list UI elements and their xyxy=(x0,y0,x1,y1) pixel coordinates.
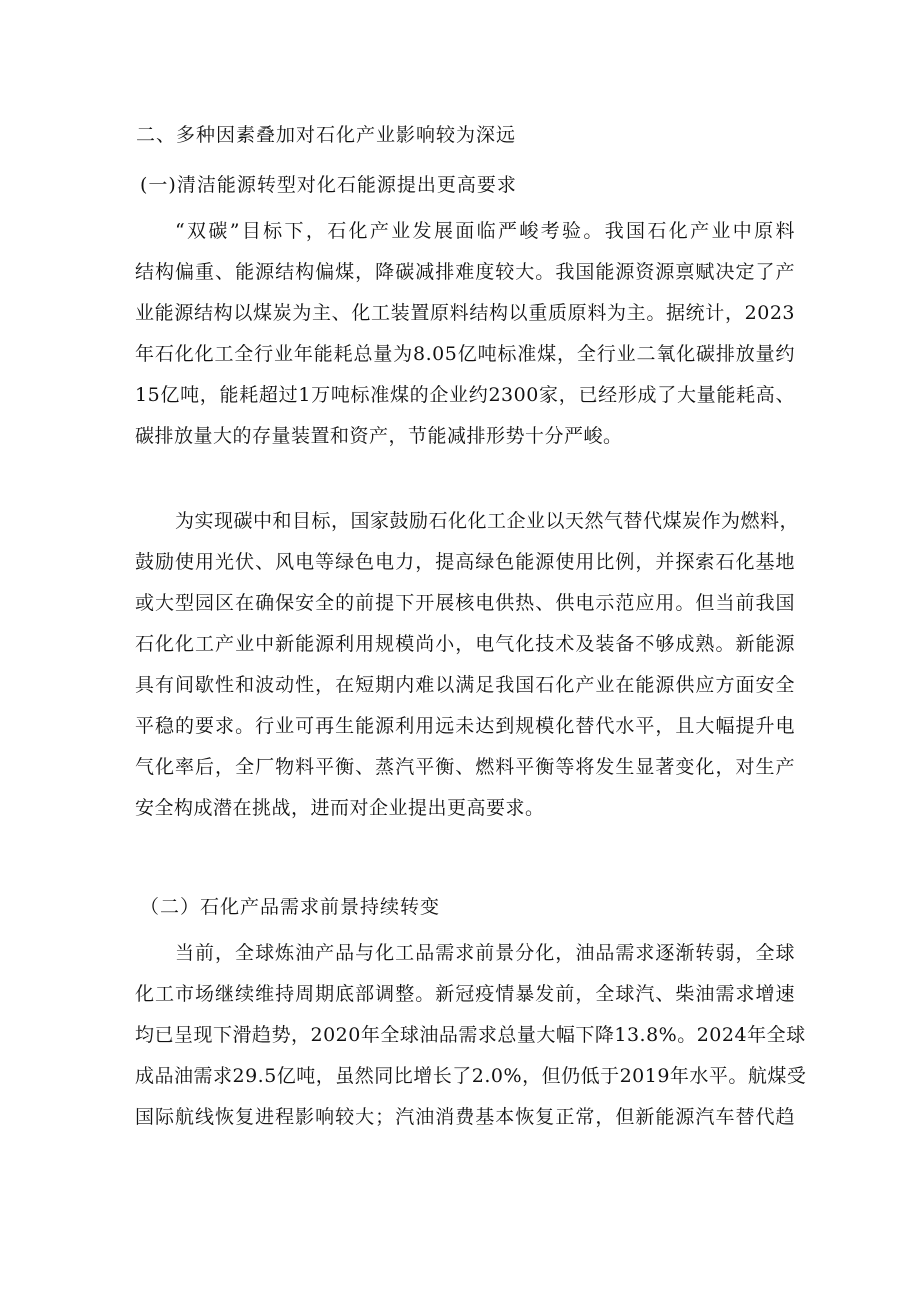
paragraph-line: 安全构成潜在挑战，进而对企业提出更高要求。 xyxy=(135,797,545,819)
paragraph-line: 成品油需求29.5亿吨，虽然同比增长了2.0%，但仍低于2019年水平。航煤受 xyxy=(135,1065,807,1087)
paragraph-2 xyxy=(135,501,800,829)
subsection-heading-2: （二）石化产品需求前景持续转变 xyxy=(140,896,441,918)
paragraph-1 xyxy=(135,211,795,457)
paragraph-line: “双碳”目标下，石化产业发展面临严峻考验。我国石化产业中原料 xyxy=(175,220,795,242)
paragraph-line: 碳排放量大的存量装置和资产，节能减排形势十分严峻。 xyxy=(135,425,623,447)
paragraph-line: 结构偏重、能源结构偏煤，降碳减排难度较大。我国能源资源禀赋决定了产 xyxy=(135,261,795,283)
paragraph-line: 气化率后，全厂物料平衡、蒸汽平衡、燃料平衡等将发生显著变化，对生产 xyxy=(135,756,795,778)
paragraph-line: 业能源结构以煤炭为主、化工装置原料结构以重质原料为主。据统计，2023 xyxy=(135,302,795,324)
paragraph-line: 平稳的要求。行业可再生能源利用远未达到规模化替代水平，且大幅提升电 xyxy=(135,715,795,737)
paragraph-line: 国际航线恢复进程影响较大；汽油消费基本恢复正常，但新能源汽车替代趋 xyxy=(135,1106,795,1128)
paragraph-line: 为实现碳中和目标，国家鼓励石化化工企业以天然气替代煤炭作为燃料， xyxy=(175,510,800,532)
paragraph-line: 石化化工产业中新能源利用规模尚小，电气化技术及装备不够成熟。新能源 xyxy=(135,633,795,655)
paragraph-line: 均已呈现下滑趋势，2020年全球油品需求总量大幅下降13.8%。2024年全球 xyxy=(135,1024,806,1046)
paragraph-line: 或大型园区在确保安全的前提下开展核电供热、供电示范应用。但当前我国 xyxy=(135,592,795,614)
paragraph-line: 年石化化工全行业年能耗总量为8.05亿吨标准煤，全行业二氧化碳排放量约 xyxy=(135,343,795,365)
paragraph-line: 当前，全球炼油产品与化工品需求前景分化，油品需求逐渐转弱，全球 xyxy=(175,942,795,964)
paragraph-line: 化工市场继续维持周期底部调整。新冠疫情暴发前，全球汽、柴油需求增速 xyxy=(135,983,795,1005)
paragraph-line: 具有间歇性和波动性，在短期内难以满足我国石化产业在能源供应方面安全 xyxy=(135,674,795,696)
paragraph-line: 15亿吨，能耗超过1万吨标准煤的企业约2300家，已经形成了大量能耗高、 xyxy=(135,384,795,406)
paragraph-3 xyxy=(135,933,807,1138)
paragraph-line: 鼓励使用光伏、风电等绿色电力，提高绿色能源使用比例，并探索石化基地 xyxy=(135,551,795,573)
subsection-heading-1: (一)清洁能源转型对化石能源提出更高要求 xyxy=(140,174,517,196)
section-heading: 二、多种因素叠加对石化产业影响较为深远 xyxy=(136,124,517,146)
